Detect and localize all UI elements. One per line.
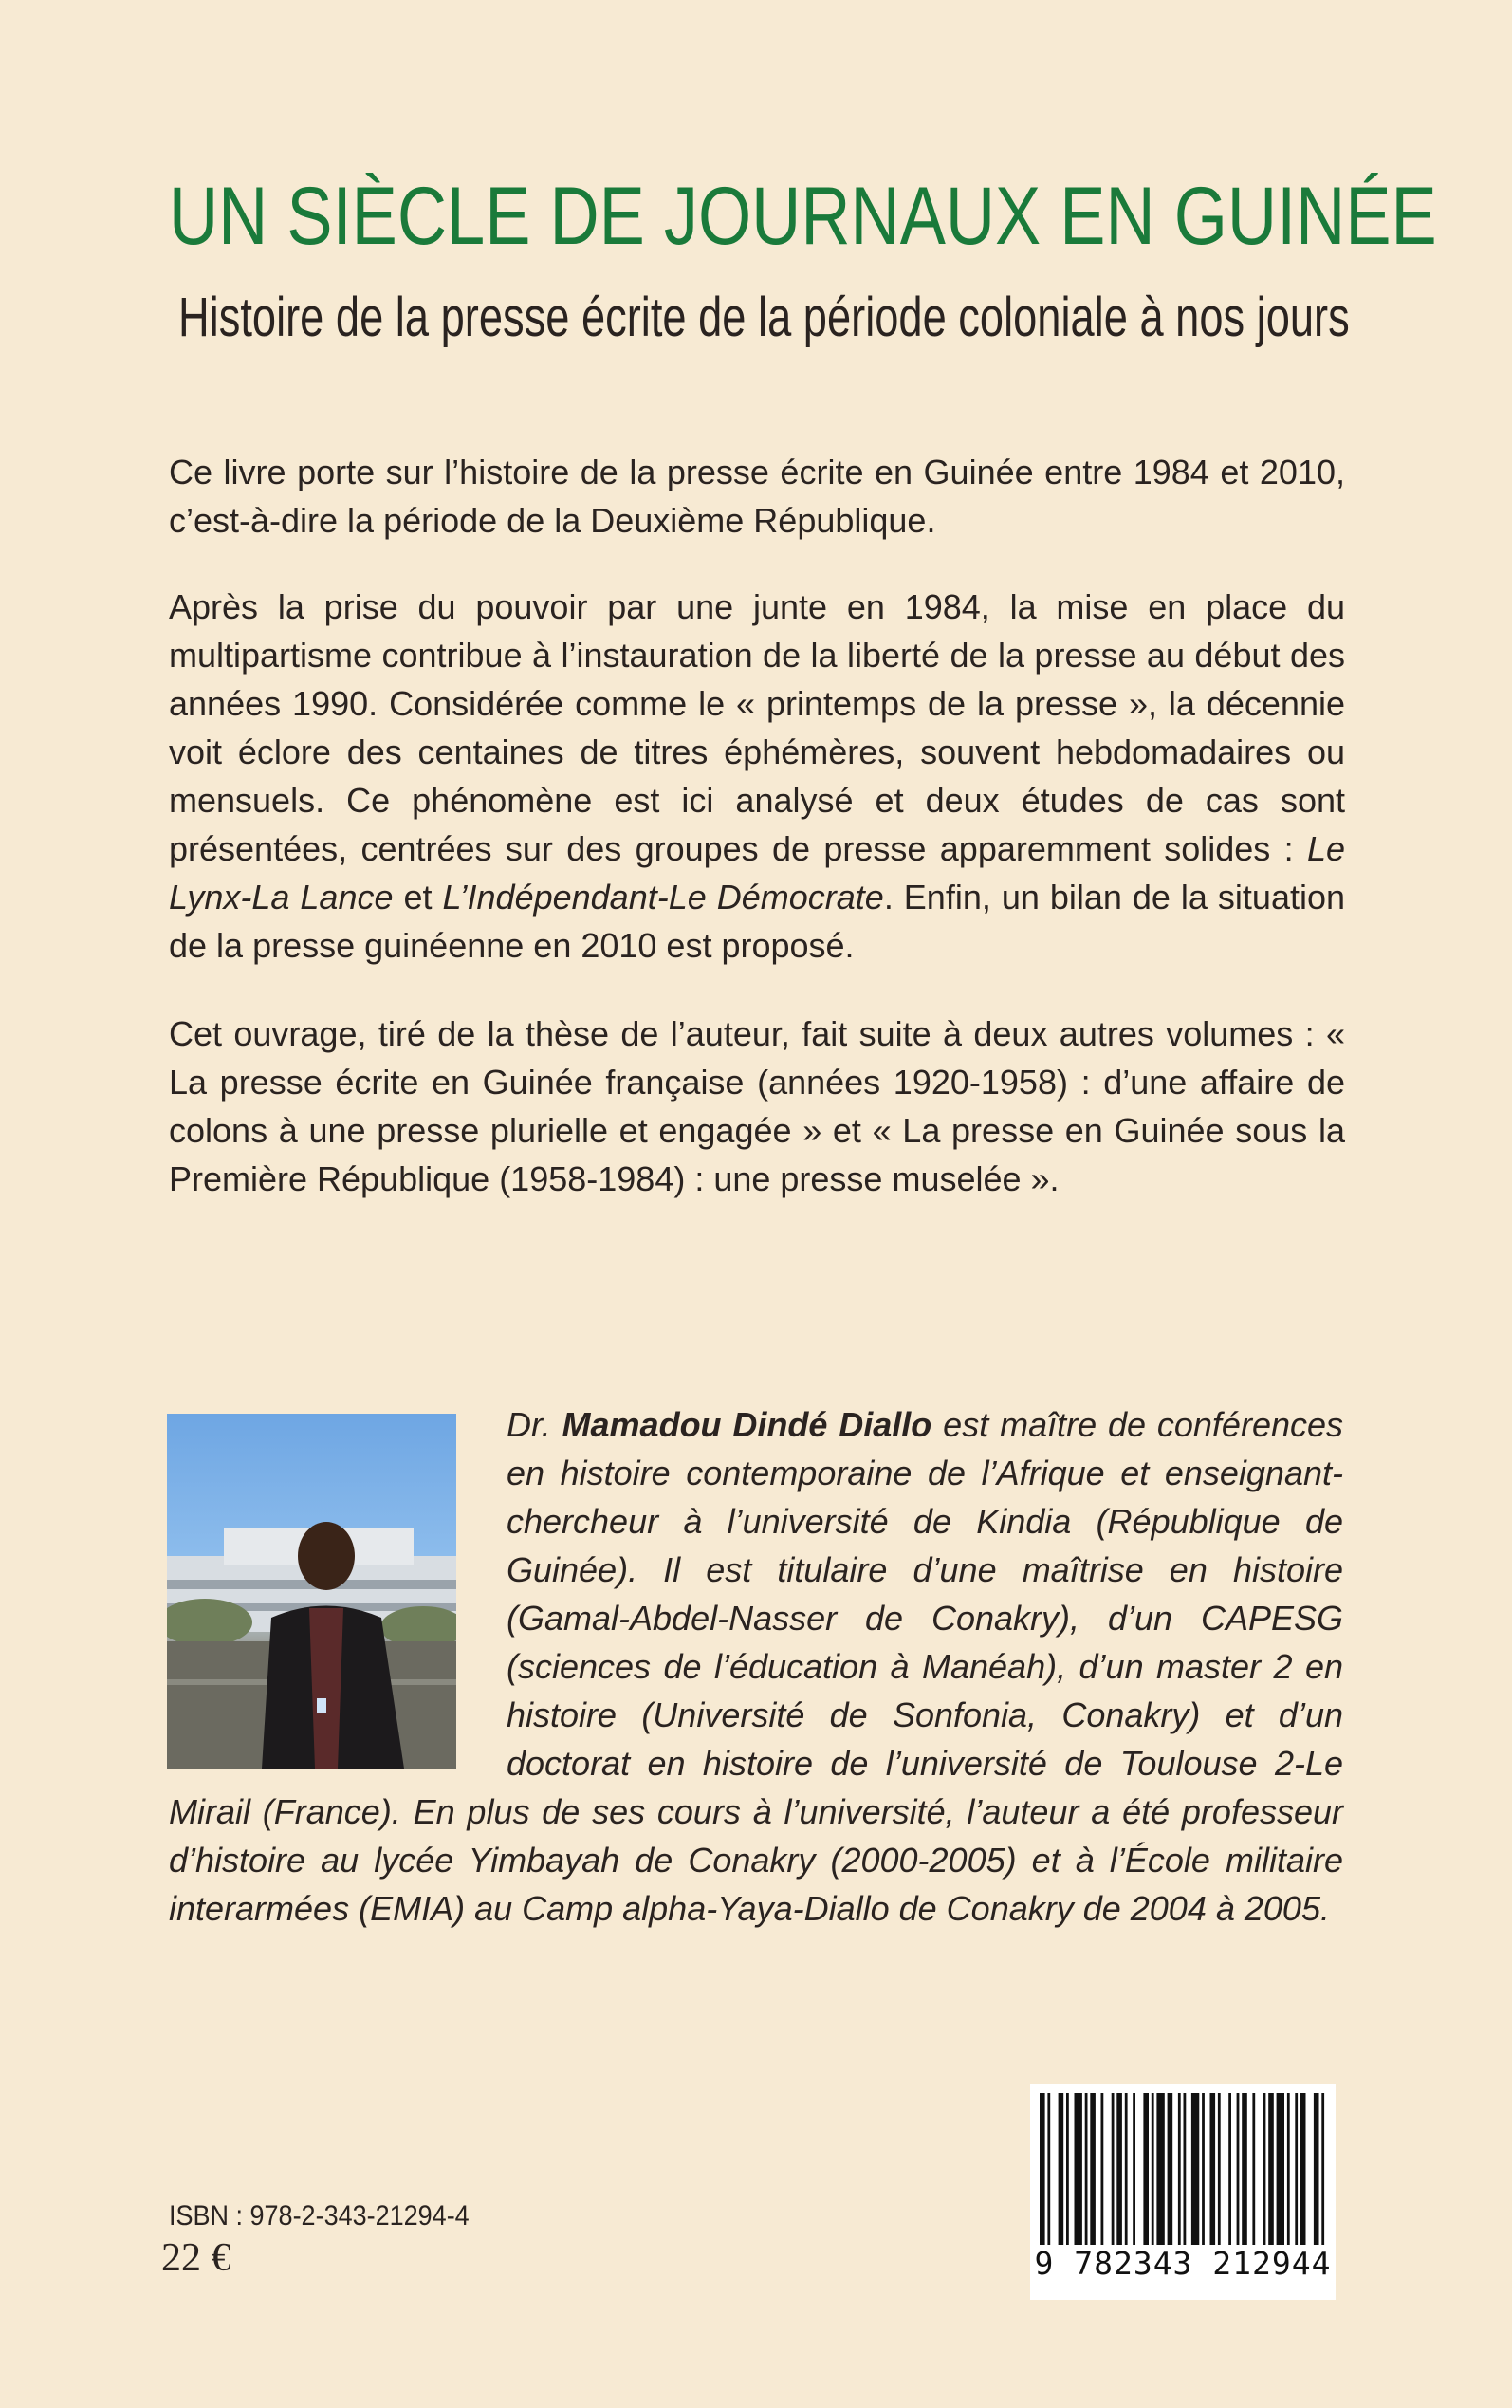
barcode-bar bbox=[1040, 2093, 1045, 2247]
barcode-bar bbox=[1228, 2093, 1231, 2247]
barcode-bar bbox=[1075, 2093, 1082, 2247]
barcode-bar bbox=[1218, 2093, 1221, 2247]
barcode-bar bbox=[1112, 2093, 1115, 2247]
book-title: UN SIÈCLE DE JOURNAUX EN GUINÉE bbox=[169, 171, 1437, 262]
barcode-bar bbox=[1178, 2093, 1181, 2247]
barcode-bar bbox=[1184, 2093, 1187, 2247]
barcode-bar bbox=[1277, 2093, 1284, 2247]
barcode-bar bbox=[1143, 2093, 1149, 2247]
barcode-bar bbox=[1059, 2093, 1064, 2247]
barcode-number: 9 782343 212944 bbox=[1030, 2245, 1336, 2283]
barcode-bar bbox=[1295, 2093, 1298, 2247]
photo-wrap-spacer bbox=[169, 1400, 507, 1786]
barcode-bar bbox=[1263, 2093, 1266, 2247]
author-prefix: Dr. bbox=[507, 1405, 562, 1444]
barcode-bar bbox=[1191, 2093, 1199, 2247]
barcode-bar bbox=[1321, 2093, 1324, 2247]
book-subtitle: Histoire de la presse écrite de la période coloniale à nos jours bbox=[178, 287, 1350, 348]
newspaper-title-independant: L’Indépendant-Le Démocrate bbox=[442, 878, 884, 917]
barcode-bar bbox=[1133, 2093, 1135, 2247]
isbn: ISBN : 978-2-343-21294-4 bbox=[169, 2200, 470, 2232]
barcode-bar bbox=[1237, 2093, 1240, 2247]
barcode-bar bbox=[1085, 2093, 1088, 2247]
barcode-bar bbox=[1300, 2093, 1306, 2247]
barcode bbox=[1030, 2084, 1336, 2300]
barcode-bar bbox=[1090, 2093, 1096, 2247]
author-bio bbox=[169, 1400, 1343, 1933]
summary-paragraph-2 bbox=[169, 583, 1345, 970]
newspaper-title-lynx: Le Lynx-La Lance bbox=[169, 829, 1345, 917]
barcode-bar bbox=[1252, 2093, 1255, 2247]
barcode-bar bbox=[1210, 2093, 1216, 2247]
summary-paragraph-2-and: et bbox=[393, 878, 443, 917]
barcode-bar bbox=[1242, 2093, 1247, 2247]
barcode-bar bbox=[1101, 2093, 1104, 2247]
price: 22 € bbox=[161, 2236, 231, 2280]
barcode-bar bbox=[1168, 2093, 1173, 2247]
barcode-bar bbox=[1066, 2093, 1069, 2247]
barcode-bar bbox=[1287, 2093, 1290, 2247]
summary-paragraph-2-text-b: . Enfin, un bilan de la situation de la presse guinéenne en 2010 est proposé. bbox=[169, 878, 1346, 965]
barcode-bars bbox=[1030, 2084, 1336, 2250]
summary-paragraph-3: Cet ouvrage, tiré de la thèse de l’auteur, fait suite à deux autres volumes : « La presse écrite en Guinée française (années 1920-1958) : d’une affaire de colons à une presse plurielle et engagée » et « La presse en Guinée sous la Première République (1958-1984) : une presse muselée ». bbox=[169, 1014, 1345, 1198]
barcode-bar bbox=[1202, 2093, 1205, 2247]
summary-paragraph-2-text-a: Après la prise du pouvoir par une junte en 1984, la mise en place du multipartisme contribue à l’instauration de la liberté de la presse au début des années 1990. Considérée comme le « printemps de la presse », la décennie voit éclore des centaines de titres éphémères, souvent hebdomadaires ou mensuels. Ce phénomène est ici analysé et deux études de cas sont présentées, centrées sur des groupes de presse apparemment solides : bbox=[169, 587, 1345, 868]
barcode-bar bbox=[1314, 2093, 1319, 2247]
author-bio-text: est maître de conférences en histoire contemporaine de l’Afrique et enseignant-chercheur à l’université de Kindia (République de Guinée). Il est titulaire d’une maîtrise en histoire (Gamal-Abdel-Nasser de Conakry), d’un CAPESG (sciences de l’éducation à Manéah), d’un master 2 en histoire (Université de Sonfonia, Conakry) et d’un doctorat en histoire de l’université de Toulouse 2-Le Mirail (France). En plus de ses cours à l’université, l’auteur a été professeur d’histoire au lycée Yimbayah de Conakry (2000-2005) et à l’École militaire interarmées (EMIA) au Camp alpha-Yaya-Diallo de Conakry de 2004 à 2005. bbox=[169, 1405, 1344, 1928]
summary-paragraph-1: Ce livre porte sur l’histoire de la presse écrite en Guinée entre 1984 et 2010, c’est-à-dire la période de la Deuxième République. bbox=[169, 453, 1345, 540]
author-name: Mamadou Dindé Diallo bbox=[562, 1405, 932, 1444]
barcode-bar bbox=[1125, 2093, 1128, 2247]
barcode-bar bbox=[1047, 2093, 1050, 2247]
barcode-bar bbox=[1156, 2093, 1164, 2247]
barcode-bar bbox=[1152, 2093, 1154, 2247]
barcode-bar bbox=[1268, 2093, 1274, 2247]
barcode-bar bbox=[1116, 2093, 1122, 2247]
